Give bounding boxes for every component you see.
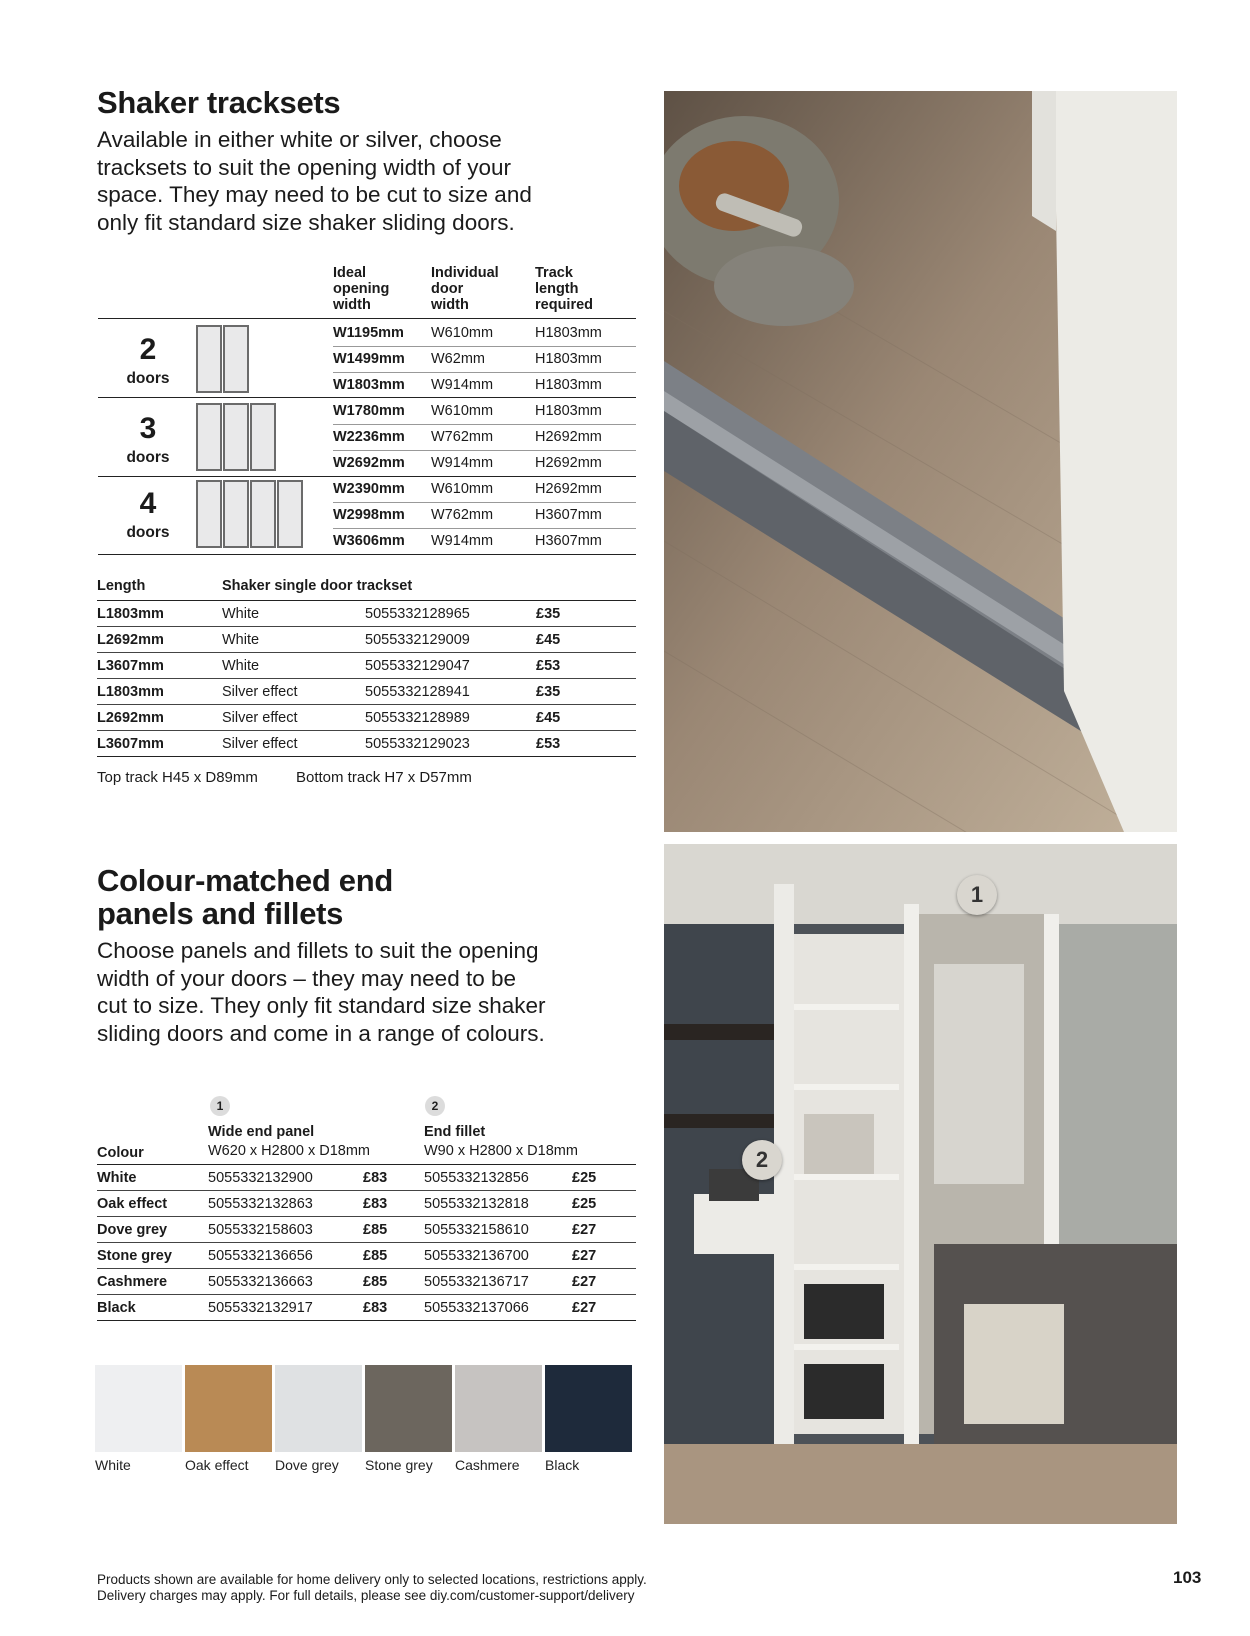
opening-width: W1780mm [333, 402, 405, 419]
header-line: opening [333, 281, 390, 297]
swatch-label: Cashmere [455, 1457, 520, 1473]
track-length: H1803mm [535, 351, 602, 367]
code-cell: 5055332129047 [365, 657, 470, 674]
fillet-code: 5055332132818 [424, 1195, 529, 1212]
panel-price: £83 [363, 1299, 388, 1316]
opening-width: W2390mm [333, 480, 405, 497]
table-row [97, 1165, 636, 1191]
panel-price: £83 [363, 1195, 388, 1212]
fillet-price: £27 [572, 1273, 597, 1290]
door-width: W610mm [431, 480, 494, 497]
header-line: Individual [431, 265, 499, 281]
table-row [97, 705, 636, 731]
opening-width: W2998mm [333, 507, 405, 523]
panel-code: 5055332132863 [208, 1195, 313, 1212]
header-door-width [431, 265, 499, 313]
opening-width: W1195mm [333, 324, 404, 341]
fillet-code: 5055332132856 [424, 1169, 529, 1186]
table-row [97, 679, 636, 705]
wide-end-panel-title: Wide end panel [208, 1124, 315, 1140]
finish-cell: Silver effect [222, 735, 298, 752]
table-row [97, 601, 636, 627]
trackset-header-name: Shaker single door trackset [222, 578, 413, 594]
colour-table [97, 1164, 636, 1321]
finish-cell: Silver effect [222, 709, 298, 726]
track-length: H2692mm [535, 429, 602, 445]
page-number: 103 [1173, 1568, 1202, 1587]
price-cell: £53 [536, 657, 561, 674]
table-row [333, 398, 636, 424]
door-width-table [333, 320, 636, 554]
price-cell: £45 [536, 631, 561, 648]
top-track-dimensions: Top track H45 x D89mm [97, 769, 258, 786]
header-line: Ideal [333, 265, 367, 281]
track-length: H2692mm [535, 480, 602, 497]
panel-price: £85 [363, 1221, 388, 1238]
finish-cell: White [222, 657, 260, 674]
colour-cell: Cashmere [97, 1273, 168, 1290]
bedroom-wardrobe-photo [664, 844, 1177, 1524]
finish-cell: White [222, 605, 260, 622]
length-cell: L1803mm [97, 683, 164, 700]
intro-line: sliding doors and come in a range of colours. [97, 1020, 545, 1046]
opening-width: W2236mm [333, 429, 405, 445]
swatch-white [95, 1365, 182, 1452]
fillet-price: £25 [572, 1169, 597, 1186]
door-count: 4 [139, 487, 157, 520]
delivery-disclaimer [97, 1572, 647, 1604]
table-row [333, 424, 636, 450]
three-door-icon [196, 403, 277, 471]
colour-cell: Black [97, 1299, 136, 1316]
track-length: H1803mm [535, 324, 602, 341]
swatch-black [545, 1365, 632, 1452]
title-line: panels and fillets [97, 896, 344, 931]
bottom-track-dimensions: Bottom track H7 x D57mm [296, 769, 472, 786]
section-title-tracksets: Shaker tracksets [97, 85, 341, 120]
panel-price: £85 [363, 1273, 388, 1290]
colour-cell: Dove grey [97, 1221, 168, 1238]
intro-line: tracksets to suit the opening width of your [97, 154, 511, 180]
end-fillet-dims: W90 x H2800 x D18mm [424, 1143, 578, 1159]
table-row [97, 653, 636, 679]
table-row [333, 372, 636, 398]
track-length: H2692mm [535, 455, 602, 472]
swatch-dove-grey [275, 1365, 362, 1452]
track-length: H1803mm [535, 402, 602, 419]
opening-width: W2692mm [333, 455, 405, 472]
finish-cell: White [222, 631, 260, 648]
fillet-code: 5055332136700 [424, 1247, 529, 1264]
table-row [97, 1243, 636, 1269]
table-row [97, 1295, 636, 1321]
intro-line: cut to size. They only fit standard size shaker [97, 993, 546, 1018]
track-length: H3607mm [535, 507, 602, 523]
panel-price: £83 [363, 1169, 388, 1186]
table-row [97, 731, 636, 757]
door-group-3 [98, 413, 198, 467]
table-row [333, 346, 636, 372]
opening-width: W1803mm [333, 377, 405, 394]
header-opening-width [333, 265, 389, 313]
panel-code: 5055332158603 [208, 1221, 313, 1238]
fillet-code: 5055332158610 [424, 1221, 529, 1238]
table-row [97, 1269, 636, 1295]
fillet-code: 5055332136717 [424, 1273, 529, 1290]
two-door-icon [196, 325, 250, 393]
table-row [97, 1191, 636, 1217]
price-cell: £53 [536, 735, 561, 752]
table-row [97, 1217, 636, 1243]
door-count: 3 [139, 412, 157, 445]
bedroom-photo-illustration [664, 844, 1177, 1524]
code-cell: 5055332128989 [365, 709, 470, 726]
door-label: doors [126, 370, 170, 387]
header-line: door [431, 281, 464, 297]
door-width: W610mm [431, 402, 494, 419]
length-cell: L1803mm [97, 605, 164, 622]
price-cell: £35 [536, 605, 561, 622]
panel-code: 5055332136656 [208, 1247, 313, 1264]
length-cell: L2692mm [97, 631, 164, 648]
opening-width: W3606mm [333, 533, 405, 550]
header-track-length [535, 265, 593, 313]
colour-cell: White [97, 1169, 137, 1186]
header-line: width [333, 297, 371, 313]
door-width: W914mm [431, 455, 494, 472]
colour-cell: Stone grey [97, 1247, 172, 1264]
swatch-label: Black [545, 1457, 580, 1473]
door-group-4 [98, 488, 198, 542]
length-cell: L3607mm [97, 735, 164, 752]
footer-line: Delivery charges may apply. For full details, please see diy.com/customer-support/delivery [97, 1588, 635, 1603]
tracksets-intro [97, 126, 532, 236]
panel-price: £85 [363, 1247, 388, 1264]
swatch-stone-grey [365, 1365, 452, 1452]
track-length: H1803mm [535, 377, 602, 394]
swatch-label: White [95, 1457, 131, 1473]
header-line: length [535, 281, 579, 297]
swatch-oak-effect [185, 1365, 272, 1452]
end-panels-intro [97, 937, 546, 1047]
track-closeup-photo [664, 91, 1177, 832]
footer-line: Products shown are available for home delivery only to selected locations, restrictions apply. [97, 1572, 647, 1587]
door-width: W610mm [431, 324, 494, 341]
four-door-icon [196, 480, 304, 548]
title-line: Colour-matched end [97, 863, 394, 898]
wide-end-panel-dims: W620 x H2800 x D18mm [208, 1143, 370, 1159]
table-row [333, 502, 636, 528]
panel-code: 5055332136663 [208, 1273, 313, 1290]
door-label: doors [126, 449, 170, 466]
header-line: width [431, 297, 469, 313]
photo-marker-1: 1 [957, 875, 997, 915]
door-count: 2 [139, 333, 157, 366]
track-photo-illustration [664, 91, 1177, 832]
door-width: W762mm [431, 429, 494, 445]
fillet-code: 5055332137066 [424, 1299, 529, 1316]
trackset-header-length: Length [97, 578, 146, 594]
length-cell: L3607mm [97, 657, 164, 674]
length-cell: L2692mm [97, 709, 164, 726]
colour-header: Colour [97, 1145, 144, 1161]
table-row [333, 476, 636, 502]
price-cell: £35 [536, 683, 561, 700]
header-line: required [535, 297, 594, 313]
photo-marker-2: 2 [742, 1140, 782, 1180]
table-row [333, 450, 636, 476]
intro-line: only fit standard size shaker sliding doors. [97, 209, 515, 235]
trackset-table [97, 600, 636, 757]
door-width: W62mm [431, 351, 485, 367]
panel-code: 5055332132917 [208, 1299, 313, 1316]
track-length: H3607mm [535, 533, 602, 550]
finish-cell: Silver effect [222, 683, 298, 700]
section-title-end-panels [97, 864, 393, 930]
intro-line: Choose panels and fillets to suit the opening [97, 938, 539, 963]
marker-2-badge: 2 [425, 1096, 445, 1116]
swatch-label: Oak effect [185, 1457, 249, 1473]
group-divider [98, 554, 636, 555]
table-divider [98, 318, 636, 319]
intro-line: space. They may need to be cut to size and [97, 182, 532, 207]
swatch-label: Stone grey [365, 1457, 433, 1473]
header-line: Track [535, 265, 573, 281]
door-group-2 [98, 334, 198, 388]
price-cell: £45 [536, 709, 561, 726]
fillet-price: £27 [572, 1221, 597, 1238]
code-cell: 5055332128965 [365, 605, 470, 622]
opening-width: W1499mm [333, 351, 405, 367]
door-width: W914mm [431, 533, 494, 550]
swatch-label: Dove grey [275, 1457, 339, 1473]
intro-line: Available in either white or silver, choose [97, 127, 502, 152]
code-cell: 5055332129023 [365, 735, 470, 752]
intro-line: width of your doors – they may need to be [97, 965, 516, 991]
swatch-cashmere [455, 1365, 542, 1452]
door-width: W762mm [431, 507, 494, 523]
end-fillet-title: End fillet [424, 1124, 486, 1140]
fillet-price: £27 [572, 1299, 597, 1316]
code-cell: 5055332128941 [365, 683, 470, 700]
panel-code: 5055332132900 [208, 1169, 313, 1186]
fillet-price: £27 [572, 1247, 597, 1264]
colour-cell: Oak effect [97, 1195, 168, 1212]
table-row [97, 627, 636, 653]
table-row [333, 320, 636, 346]
door-width: W914mm [431, 377, 494, 394]
table-row [333, 528, 636, 554]
marker-1-badge: 1 [210, 1096, 230, 1116]
fillet-price: £25 [572, 1195, 597, 1212]
door-label: doors [126, 524, 170, 541]
code-cell: 5055332129009 [365, 631, 470, 648]
